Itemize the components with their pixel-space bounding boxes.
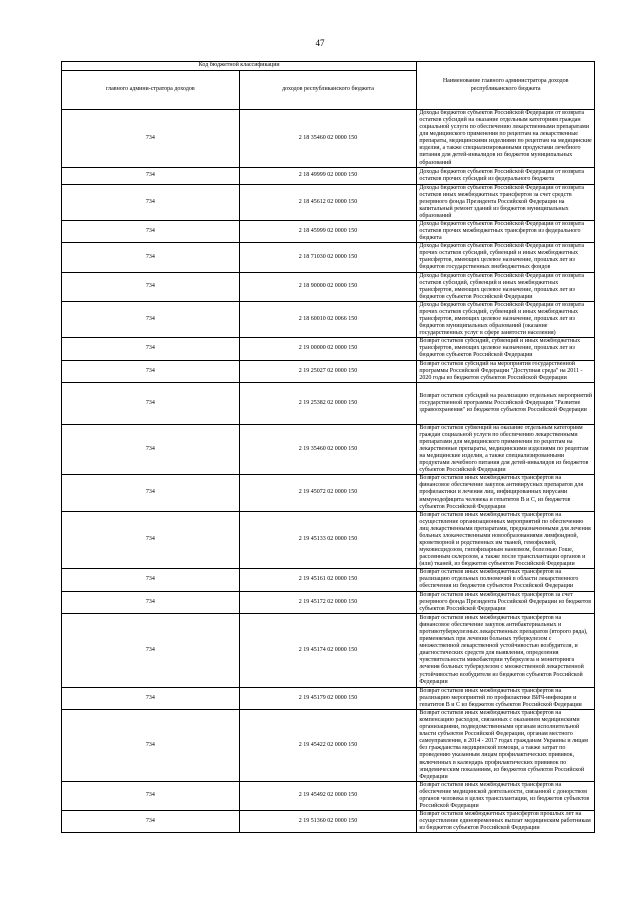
- income-code-cell: 2 18 49999 02 0000 150: [239, 167, 417, 184]
- income-code-cell: 2 19 45172 02 0000 150: [239, 591, 417, 613]
- income-code-cell: 2 19 45492 02 0000 150: [239, 781, 417, 810]
- admin-code-cell: 734: [62, 687, 240, 709]
- income-name-cell: Возврат остатков иных межбюджетных трансфертов за счет резервного фонда Президента Российской Федерации из бюджетов субъектов Российской Федерации: [417, 591, 595, 613]
- admin-code-cell: 734: [62, 511, 240, 569]
- admin-code-cell: 734: [62, 184, 240, 220]
- income-name-cell: Возврат остатков иных межбюджетных трансфертов на реализацию мероприятий по профилактике ВИЧ-инфекции и гепатитов B и C из бюджетов субъектов Российской Федерации: [417, 687, 595, 709]
- table-row: [62, 338, 595, 360]
- table-row: [62, 475, 595, 511]
- income-name-cell: Возврат остатков иных межбюджетных трансфертов на обеспечение медицинской деятельности, связанной с донорством органов человека в целях трансплантации, из бюджетов субъектов Российской Федерации: [417, 781, 595, 810]
- income-code-cell: 2 19 45072 02 0000 150: [239, 475, 417, 511]
- income-code-cell: 2 18 71030 02 0000 150: [239, 243, 417, 272]
- income-code-cell: 2 18 35460 02 0000 150: [239, 110, 417, 168]
- income-name-cell: Доходы бюджетов субъектов Российской Федерации от возврата прочих остатков субсидий, субвенций и иных межбюджетных трансфертов, имеющих целевое назначение, прошлых лет из бюджетов государственных внебюджетных фондов: [417, 243, 595, 272]
- admin-code-cell: 734: [62, 167, 240, 184]
- income-name-cell: Доходы бюджетов субъектов Российской Федерации от возврата остатков иных межбюджетных трансфертов за счет средств резервного фонда Президента Российской Федерации на капитальный ремонт зданий из бюджетов муниципальных образований: [417, 184, 595, 220]
- budget-classification-table: [61, 61, 595, 833]
- page-number: 47: [315, 38, 325, 48]
- admin-code-cell: 734: [62, 221, 240, 243]
- income-name-cell: Возврат остатков субсидий на мероприятия государственной программы Российской Федерации "Доступная среда" на 2011 - 2020 годы из бюджетов субъектов Российской Федерации: [417, 360, 595, 382]
- admin-code-cell: 734: [62, 811, 240, 833]
- income-name-cell: Доходы бюджетов субъектов Российской Федерации от возврата остатков субсидий, субвенций и иных межбюджетных трансфертов, имеющих целевое назначение, прошлых лет из бюджетов субъектов Российской Федерации: [417, 272, 595, 301]
- income-code-cell: 2 18 60010 02 0066 150: [239, 301, 417, 337]
- table-row: [62, 167, 595, 184]
- income-code-cell: 2 18 45612 02 0000 150: [239, 184, 417, 220]
- admin-code-cell: 734: [62, 613, 240, 687]
- income-code-cell: 2 19 35460 02 0000 150: [239, 424, 417, 475]
- admin-code-cell: 734: [62, 424, 240, 475]
- income-code-cell: 2 19 00000 02 0000 150: [239, 338, 417, 360]
- income-name-cell: Возврат остатков межбюджетных трансфертов прошлых лет на осуществление единовременных выплат медицинским работникам из бюджетов субъектов Российской Федерации: [417, 811, 595, 833]
- admin-code-cell: 734: [62, 591, 240, 613]
- table-row: [62, 687, 595, 709]
- table-row: [62, 221, 595, 243]
- income-code-cell: 2 18 45999 02 0000 150: [239, 221, 417, 243]
- header-income-code: доходов республиканского бюджета: [239, 71, 417, 110]
- income-name-cell: Доходы бюджетов субъектов Российской Федерации от возврата остатков прочих межбюджетных трансфертов из федерального бюджета: [417, 221, 595, 243]
- table-row: [62, 424, 595, 475]
- table-row: [62, 272, 595, 301]
- income-code-cell: 2 19 51360 02 0000 150: [239, 811, 417, 833]
- income-code-cell: 2 19 25027 02 0000 150: [239, 360, 417, 382]
- income-name-cell: Доходы бюджетов субъектов Российской Федерации от возврата прочих остатков субсидий, субвенций и иных межбюджетных трансфертов, имеющих целевое назначение, прошлых лет из бюджетов муниципальных образований (оказание государственных услуг в сфере занятости населения): [417, 301, 595, 337]
- income-name-cell: Возврат остатков иных межбюджетных трансфертов на финансовое обеспечение закупок антибактериальных и противотуберкулезных лекарственных препаратов (второго ряда), применяемых при лечении больных туберкулезом с множественной лекарственной устойчивостью возбудителя, и диагностических средств для выявления, определения чувствительности микобактерии туберкулеза и мониторинга лечения больных туберкулезом с множественной лекарственной устойчивостью возбудителя из бюджетов субъектов Российской Федерации: [417, 613, 595, 687]
- income-code-cell: 2 19 25382 02 0000 150: [239, 382, 417, 424]
- admin-code-cell: 734: [62, 569, 240, 591]
- table-row: [62, 781, 595, 810]
- table-row: [62, 301, 595, 337]
- header-admin-code: главного админи-стратора доходов: [62, 71, 240, 110]
- table-row: [62, 569, 595, 591]
- admin-code-cell: 734: [62, 272, 240, 301]
- income-code-cell: 2 19 45161 02 0000 150: [239, 569, 417, 591]
- income-name-cell: Возврат остатков иных межбюджетных трансфертов на финансовое обеспечение закупок антивирусных препаратов для профилактики и лечения лиц, инфицированных вирусами иммунодефицита человека и гепатитов B и C, из бюджетов субъектов Российской Федерации: [417, 475, 595, 511]
- table-row: [62, 613, 595, 687]
- income-name-cell: Доходы бюджетов субъектов Российской Федерации от возврата остатков прочих субсидий из федерального бюджета: [417, 167, 595, 184]
- income-name-cell: Возврат остатков субвенций на оказание отдельным категориям граждан социальной услуги по обеспечению лекарственными препаратами для медицинского применения по рецептам на лекарственные препараты, медицинскими изделиями по рецептам на медицинские изделия, а также специализированными продуктами лечебного питания для детей-инвалидов из бюджетов субъектов Российской Федерации: [417, 424, 595, 475]
- admin-code-cell: 734: [62, 243, 240, 272]
- table-row: [62, 811, 595, 833]
- income-code-cell: 2 19 45174 02 0000 150: [239, 613, 417, 687]
- table-row: [62, 184, 595, 220]
- admin-code-cell: 734: [62, 360, 240, 382]
- income-code-cell: 2 19 45422 02 0000 150: [239, 710, 417, 782]
- admin-code-cell: 734: [62, 710, 240, 782]
- header-classification-code: Код бюджетной классификации: [62, 62, 417, 71]
- income-name-cell: Доходы бюджетов субъектов Российской Федерации от возврата остатков субсидий на оказание отдельным категориям граждан социальной услуги по обеспечению лекарственными препаратами для медицинского применения по рецептам на лекарственные препараты, медицинскими изделиями по рецептам на медицинские изделия, а также специализированными продуктами лечебного питания для детей-инвалидов из бюджетов муниципальных образований: [417, 110, 595, 168]
- admin-code-cell: 734: [62, 110, 240, 168]
- income-name-cell: Возврат остатков субсидий на реализацию отдельных мероприятий государственной программы Российской Федерации "Развитие здравоохранения" из бюджетов субъектов Российской Федерации: [417, 382, 595, 424]
- income-code-cell: 2 19 45179 02 0000 150: [239, 687, 417, 709]
- admin-code-cell: 734: [62, 475, 240, 511]
- income-name-cell: Возврат остатков субсидий, субвенций и иных межбюджетных трансфертов, имеющих целевое назначение, прошлых лет из бюджетов субъектов Российской Федерации: [417, 338, 595, 360]
- table-row: [62, 110, 595, 168]
- admin-code-cell: 734: [62, 338, 240, 360]
- table-row: [62, 710, 595, 782]
- admin-code-cell: 734: [62, 781, 240, 810]
- admin-code-cell: 734: [62, 301, 240, 337]
- table-row: [62, 360, 595, 382]
- income-name-cell: Возврат остатков иных межбюджетных трансфертов на осуществление организационных мероприятий по обеспечению лиц лекарственными препаратами, предназначенными для лечения больных злокачественными новообразованиями лимфоидной, кроветворной и родственных им тканей, гемофилией, муковисцидозом, гипофизарным нанизмом, болезнью Гоше, рассеянным склерозом, а также после трансплантации органов и (или) тканей, из бюджетов субъектов Российской Федерации: [417, 511, 595, 569]
- admin-code-cell: 734: [62, 382, 240, 424]
- table-row: [62, 591, 595, 613]
- income-name-cell: Возврат остатков иных межбюджетных трансфертов на компенсацию расходов, связанных с оказанием медицинскими организациями, подведомственными органам исполнительной власти субъектов Российской Федерации, органам местного самоуправления, в 2014 - 2017 годах гражданам Украины и лицам без гражданства медицинской помощи, а также затрат по проведению указанным лицам профилактических прививок, включенных в календарь профилактических прививок по эпидемическим показаниям, из бюджетов субъектов Российской Федерации: [417, 710, 595, 782]
- income-code-cell: 2 19 45133 02 0000 150: [239, 511, 417, 569]
- income-code-cell: 2 18 90000 02 0000 150: [239, 272, 417, 301]
- table-row: [62, 382, 595, 424]
- income-name-cell: Возврат остатков иных межбюджетных трансфертов на реализацию отдельных полномочий в области лекарственного обеспечения из бюджетов субъектов Российской Федерации: [417, 569, 595, 591]
- table-row: [62, 243, 595, 272]
- table-row: [62, 511, 595, 569]
- header-administrator-name: Наименование главного администратора доходов республиканского бюджета: [417, 62, 595, 110]
